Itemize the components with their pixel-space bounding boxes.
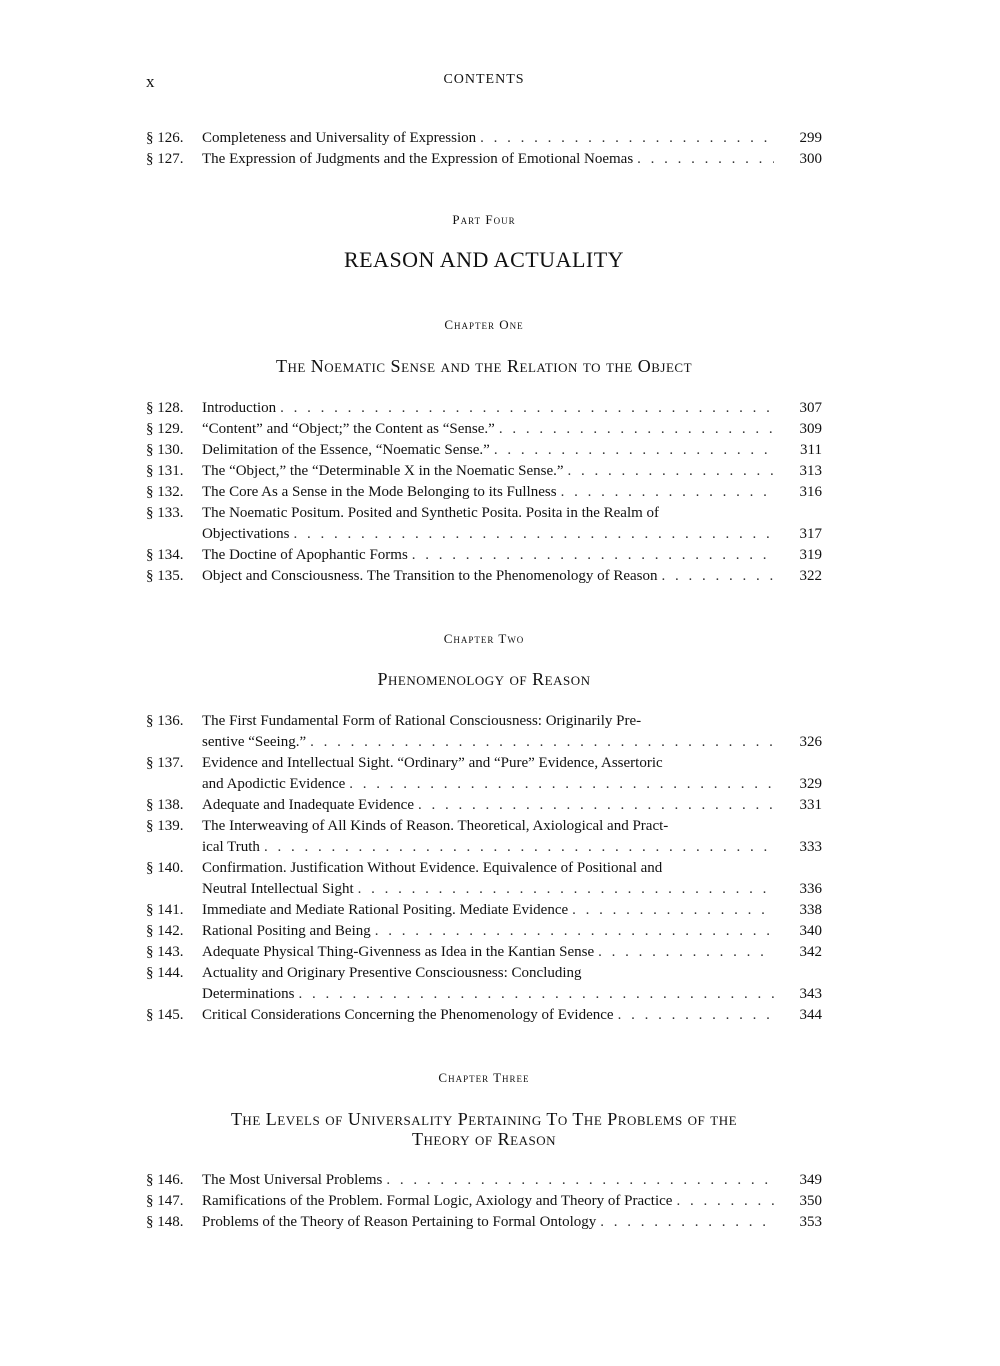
entry-title (202, 545, 774, 566)
page-ref: 329 (799, 776, 822, 792)
toc-entry (146, 440, 822, 461)
toc-list (146, 711, 822, 1026)
entry-title (202, 711, 774, 753)
page-header (146, 72, 822, 96)
entry-title-line: The “Object,” the “Determinable X in the Noematic Sense.” (202, 463, 564, 479)
chapter-title-line2: Theory of Reason (411, 1129, 556, 1149)
entry-title-line: The Expression of Judgments and the Expression of Emotional Noemas (202, 151, 634, 167)
entry-title (202, 1212, 774, 1233)
toc-entry (146, 398, 822, 419)
section-number: § 148. (146, 1214, 184, 1230)
toc-entry (146, 1212, 822, 1233)
entry-title-line: Confirmation. Justification Without Evidence. Equivalence of Positional and (202, 860, 663, 876)
entry-title (202, 482, 774, 503)
entry-title-line: Neutral Intellectual Sight (202, 881, 354, 897)
leader-dots (568, 900, 774, 921)
section-number: § 133. (146, 505, 184, 521)
chapter-title: Phenomenology of Reason (377, 669, 591, 689)
page-ref: 317 (799, 526, 822, 542)
entry-title-line: Completeness and Universality of Expression (202, 130, 477, 146)
page-ref: 313 (799, 463, 822, 479)
entry-title-line: The Core As a Sense in the Mode Belonging to its Fullness (202, 484, 557, 500)
entry-title-line: and Apodictic Evidence (202, 776, 346, 792)
toc-entry (146, 963, 822, 1005)
toc-list (146, 128, 822, 170)
toc-entry (146, 942, 822, 963)
entry-title-line: The Doctine of Apophantic Forms (202, 547, 408, 563)
entry-title-line: Determinations (202, 986, 295, 1002)
page-ref: 307 (799, 400, 822, 416)
section-number: § 130. (146, 442, 184, 458)
entry-title (202, 1191, 774, 1212)
entry-title-line: Evidence and Intellectual Sight. “Ordinary” and “Pure” Evidence, Assertoric (202, 755, 663, 771)
page-ref: 350 (799, 1193, 822, 1209)
entry-title (202, 816, 774, 858)
page-ref: 349 (799, 1172, 822, 1188)
toc-list (146, 398, 822, 587)
toc-entry (146, 503, 822, 545)
leader-dots (594, 942, 774, 963)
leader-dots (672, 1191, 774, 1212)
section-number: § 128. (146, 400, 184, 416)
toc-entry (146, 900, 822, 921)
entry-title-line: Ramifications of the Problem. Formal Logic, Axiology and Theory of Practice (202, 1193, 673, 1209)
toc-list (146, 1170, 822, 1233)
page-ref: 343 (799, 986, 822, 1002)
leader-dots (490, 440, 774, 461)
entry-title-line: Problems of the Theory of Reason Pertaining to Formal Ontology (202, 1214, 597, 1230)
section-number: § 131. (146, 463, 184, 479)
leader-dots (408, 545, 774, 566)
leader-dots (354, 879, 774, 900)
section-number: § 136. (146, 713, 184, 729)
leader-dots (276, 398, 774, 419)
entry-title (202, 566, 774, 587)
entry-title-line: Rational Positing and Being (202, 923, 371, 939)
toc-entry (146, 1191, 822, 1212)
page-ref: 326 (799, 734, 822, 750)
page-title: CONTENTS (443, 72, 525, 87)
entry-title-line: Objectivations (202, 526, 290, 542)
entry-title (202, 419, 774, 440)
chapter-label: Chapter Three (438, 1070, 530, 1085)
entry-title (202, 942, 774, 963)
entry-title-line: Delimitation of the Essence, “Noematic Sense.” (202, 442, 490, 458)
page-ref: 344 (799, 1007, 822, 1023)
leader-dots (306, 732, 774, 753)
page-ref: 316 (799, 484, 822, 500)
toc-entry (146, 566, 822, 587)
entry-title-line: The First Fundamental Form of Rational Consciousness: Originarily Pre- (202, 713, 642, 729)
entry-title (202, 921, 774, 942)
leader-dots (614, 1005, 774, 1026)
toc-entry (146, 545, 822, 566)
toc-entry (146, 711, 822, 753)
page-ref: 322 (799, 568, 822, 584)
leader-dots (596, 1212, 774, 1233)
entry-title-line: Critical Considerations Concerning the Phenomenology of Evidence (202, 1007, 614, 1023)
chapter-title: The Noematic Sense and the Relation to the Object (275, 356, 693, 376)
entry-title (202, 1005, 774, 1026)
section-number: § 135. (146, 568, 184, 584)
toc-entry (146, 858, 822, 900)
entry-title (202, 461, 774, 482)
section-number: § 145. (146, 1007, 184, 1023)
part-label: Part Four (452, 212, 516, 227)
page-ref: 333 (799, 839, 822, 855)
page-ref: 311 (800, 442, 822, 458)
entry-title (202, 149, 774, 170)
section-number: § 146. (146, 1172, 184, 1188)
toc-entry (146, 128, 822, 149)
toc-entry (146, 482, 822, 503)
entry-title (202, 858, 774, 900)
entry-title-line: The Interweaving of All Kinds of Reason. Theoretical, Axiological and Pract- (202, 818, 669, 834)
toc-entry (146, 419, 822, 440)
chapter-label: Chapter One (444, 317, 524, 332)
section-number: § 132. (146, 484, 184, 500)
leader-dots (382, 1170, 774, 1191)
section-number: § 134. (146, 547, 184, 563)
leader-dots (557, 482, 774, 503)
entry-title (202, 753, 774, 795)
section-number: § 142. (146, 923, 184, 939)
section-number: § 144. (146, 965, 184, 981)
section-number: § 140. (146, 860, 184, 876)
page-ref: 300 (799, 151, 822, 167)
page-ref: 340 (799, 923, 822, 939)
entry-title-line: Introduction (202, 400, 277, 416)
chapter-label: Chapter Two (443, 631, 525, 646)
leader-dots (371, 921, 774, 942)
entry-title (202, 503, 774, 545)
entry-title-line: The Noematic Positum. Posited and Synthetic Posita. Posita in the Realm of (202, 505, 660, 521)
entry-title (202, 398, 774, 419)
leader-dots (658, 566, 774, 587)
toc-entry (146, 753, 822, 795)
section-number: § 129. (146, 421, 184, 437)
leader-dots (289, 524, 774, 545)
entry-title-line: “Content” and “Object;” the Content as “Sense.” (202, 421, 495, 437)
leader-dots (564, 461, 774, 482)
entry-title-line: sentive “Seeing.” (202, 734, 307, 750)
page-ref: 309 (799, 421, 822, 437)
leader-dots (260, 837, 774, 858)
entry-title (202, 1170, 774, 1191)
page-ref: 336 (799, 881, 822, 897)
toc-entry (146, 795, 822, 816)
entry-title-line: Adequate and Inadequate Evidence (202, 797, 414, 813)
section-number: § 147. (146, 1193, 184, 1209)
leader-dots (476, 128, 774, 149)
section-number: § 139. (146, 818, 184, 834)
page-ref: 299 (799, 130, 822, 146)
entry-title (202, 963, 774, 1005)
leader-dots (345, 774, 774, 795)
section-number: § 127. (146, 151, 184, 167)
entry-title-line: The Most Universal Problems (202, 1172, 383, 1188)
page-ref: 338 (799, 902, 822, 918)
entry-title (202, 900, 774, 921)
page-number: x (146, 72, 155, 91)
entry-title (202, 795, 774, 816)
page-ref: 342 (799, 944, 822, 960)
entry-title-line: Actuality and Originary Presentive Consciousness: Concluding (202, 965, 582, 981)
chapter-title-line1: The Levels of Universality Pertaining To The Problems of the (230, 1109, 738, 1129)
toc-entry (146, 1005, 822, 1026)
leader-dots (414, 795, 774, 816)
toc-entry (146, 149, 822, 170)
page-ref: 319 (799, 547, 822, 563)
toc-entry (146, 921, 822, 942)
entry-title-line: ical Truth (202, 839, 260, 855)
leader-dots (294, 984, 774, 1005)
entry-title (202, 440, 774, 461)
section-number: § 137. (146, 755, 184, 771)
entry-title-line: Object and Consciousness. The Transition to the Phenomenology of Reason (202, 568, 658, 584)
entry-title (202, 128, 774, 149)
part-title: REASON AND ACTUALITY (343, 247, 625, 272)
section-number: § 126. (146, 130, 184, 146)
page-ref: 331 (799, 797, 822, 813)
leader-dots (495, 419, 774, 440)
page-ref: 353 (799, 1214, 822, 1230)
section-number: § 138. (146, 797, 184, 813)
entry-title-line: Adequate Physical Thing-Givenness as Idea in the Kantian Sense (202, 944, 595, 960)
section-number: § 143. (146, 944, 184, 960)
section-number: § 141. (146, 902, 184, 918)
leader-dots (633, 149, 774, 170)
entry-title-line: Immediate and Mediate Rational Positing. Mediate Evidence (202, 902, 569, 918)
toc-entry (146, 1170, 822, 1191)
toc-entry (146, 461, 822, 482)
toc-entry (146, 816, 822, 858)
